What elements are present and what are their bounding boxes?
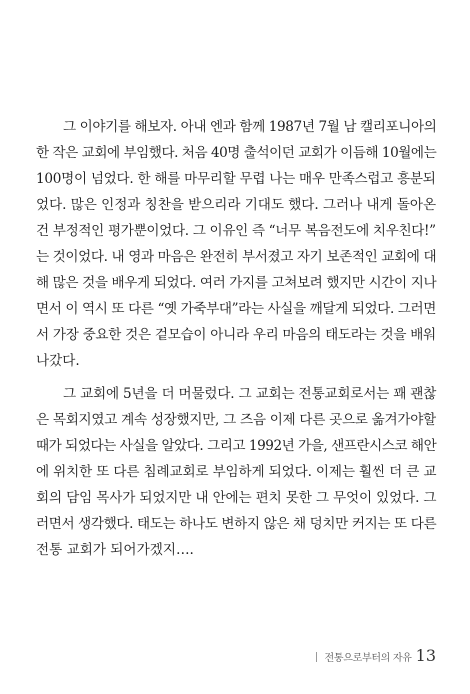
text-line: 해 많은 것을 배우게 되었다. 여러 가지를 고쳐보려 했지만 시간이 지나 bbox=[36, 275, 437, 291]
text-line: 서 가장 중요한 것은 겉모습이 아니라 우리 마음의 태도라는 것을 배워 bbox=[36, 327, 436, 343]
text-line: 전통 교회가 되어가겠지…. bbox=[36, 542, 194, 558]
text-line: 건 부정적인 평가뿐이었다. 그 이유인 즉 “너무 복음전도에 치우친다!” bbox=[36, 223, 436, 239]
text-line: 러면서 생각했다. 태도는 하나도 변하지 않은 채 덩치만 커지는 또 다른 bbox=[36, 516, 437, 532]
page-number: 13 bbox=[415, 646, 436, 665]
paragraph-2 bbox=[36, 381, 436, 563]
text-line: 때가 되었다는 사실을 알았다. 그리고 1992년 가을, 샌프란시스코 해안 bbox=[36, 438, 437, 454]
text-line: 었다. 많은 인정과 칭찬을 받으리라 기대도 했다. 그러나 내게 돌아온 bbox=[36, 197, 437, 213]
text-line: 은 목회지였고 계속 성장했지만, 그 즈음 이제 다른 곳으로 옮겨가야할 bbox=[36, 412, 436, 428]
text-line: 면서 이 역시 또 다른 “옛 가죽부대”라는 사실을 깨달게 되었다. 그러면 bbox=[36, 301, 436, 317]
text-line: 나갔다. bbox=[36, 353, 80, 369]
text-line: 그 이야기를 해보자. 아내 엔과 함께 1987년 7월 남 캘리포니아의 bbox=[63, 119, 437, 135]
text-line: 100명이 넘었다. 한 해를 마무리할 무렵 나는 매우 만족스럽고 흥분되 bbox=[36, 171, 436, 187]
page-footer bbox=[310, 646, 436, 668]
text-line: 에 위치한 또 다른 침례교회로 부임하게 되었다. 이제는 훨씬 더 큰 교 bbox=[36, 464, 437, 480]
running-title: 전통으로부터의 자유 bbox=[324, 653, 412, 664]
paragraph-1 bbox=[36, 114, 436, 374]
body-text bbox=[36, 114, 436, 563]
text-line: 한 작은 교회에 부임했다. 처음 40명 출석이던 교회가 이듬해 10월에는 bbox=[36, 145, 437, 161]
text-line: 회의 담임 목사가 되었지만 내 안에는 편치 못한 그 무엇이 있었다. 그 bbox=[36, 490, 437, 506]
text-line: 는 것이었다. 내 영과 마음은 완전히 부서졌고 자기 보존적인 교회에 대 bbox=[36, 249, 437, 265]
text-line: 그 교회에 5년을 더 머물렀다. 그 교회는 전통교회로서는 꽤 괜찮 bbox=[63, 386, 437, 402]
footer-divider bbox=[316, 652, 317, 662]
